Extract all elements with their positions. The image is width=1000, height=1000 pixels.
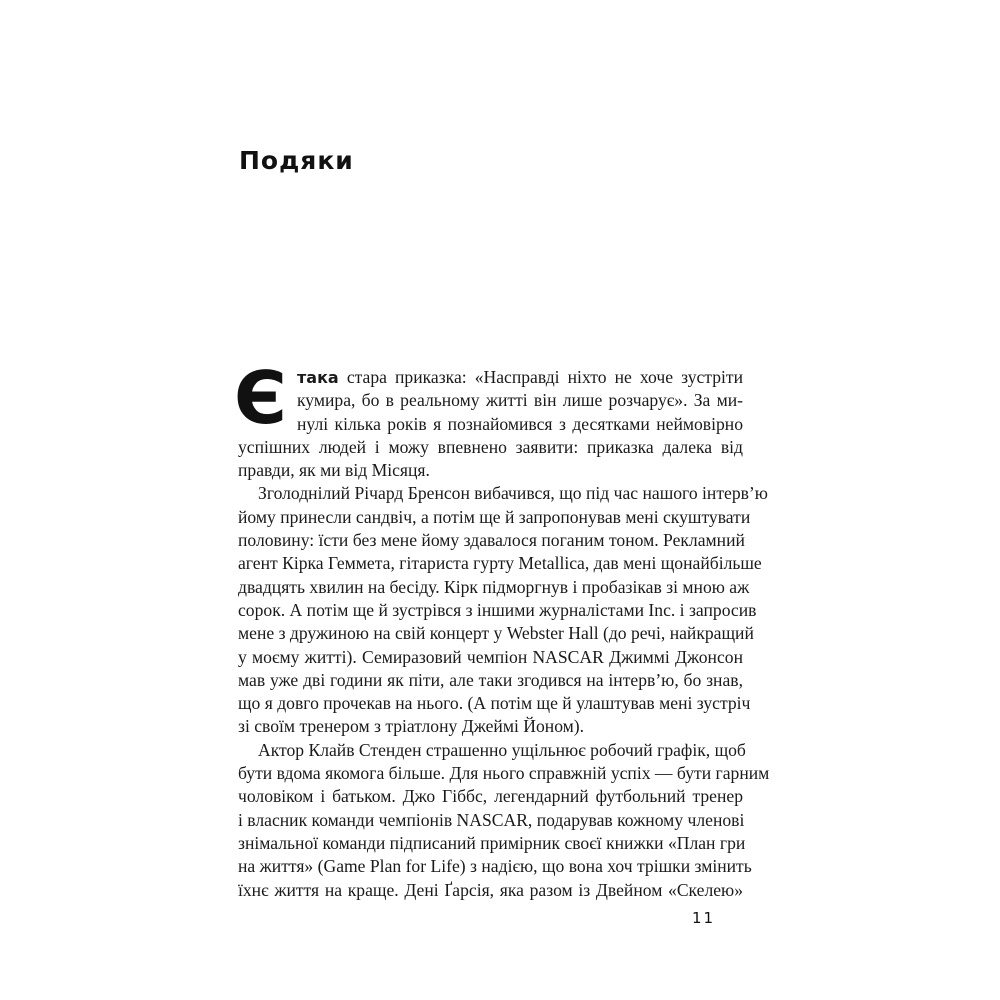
page-number: 11	[692, 909, 716, 927]
paragraph-3	[238, 739, 770, 902]
text-line: зі своїм тренером з тріатлону Джеймі Йоном).	[238, 716, 585, 737]
text-line: що я довго прочекав на нього. (А потім ще й улаштував мені зустріч	[238, 693, 751, 714]
lead-word: така	[297, 368, 339, 387]
text-line: і власник команди чемпіонів NASCAR, подарував кожному членові	[238, 809, 745, 830]
page-title: Подяки	[239, 146, 354, 175]
text-line: їхнє життя на краще. Дені Ґарсія, яка разом із Двейном «Скелею»	[238, 879, 743, 900]
body-text	[234, 356, 770, 902]
text-line: двадцять хвилин на бесіду. Кірк підморгнув і пробазікав зі мною аж	[238, 576, 750, 597]
text-line: успішних людей і можу впевнено заявити: приказка далека від	[238, 436, 743, 457]
paragraph-2	[238, 482, 768, 738]
text-line: сорок. А потім ще й зустрівся з іншими журналістами Inc. і запросив	[238, 599, 757, 620]
text-line	[238, 366, 743, 389]
text-line: кумира, бо в реальному житті він лише розчарує». За ми-	[297, 390, 743, 411]
text-line: Актор Клайв Стенден страшенно ущільнює робочий графік, щоб	[258, 739, 746, 760]
text-line-content: стара приказка: «Насправді ніхто не хоче зустріти	[346, 367, 743, 387]
drop-cap: Є	[234, 356, 287, 440]
text-line: агент Кірка Геммета, гітариста гурту Metallica, дав мені щонайбільше	[238, 553, 762, 574]
text-line: мав уже дві години як піти, але таки згодився на інтерв’ю, бо знав,	[238, 669, 743, 690]
text-line: на життя» (Game Plan for Life) з надією, що вона хоч трішки змінить	[238, 856, 752, 877]
text-line: нулі кілька років я познайомився з десятками неймовірно	[297, 413, 743, 434]
text-line: бути вдома якомога більше. Для нього справжній успіх — бути гарним	[238, 763, 770, 784]
text-line: знімальної команди підписаний примірник своєї книжки «План гри	[238, 832, 746, 853]
text-line: половину: їсти без мене йому здавалося поганим тоном. Рекламний	[238, 530, 745, 551]
text-line: у моєму житті). Семиразовий чемпіон NASCAR Джиммі Джонсон	[238, 646, 743, 667]
text-line: правди, як ми від Місяця.	[238, 460, 430, 481]
text-line: мене з дружиною на свій концерт у Webster Hall (до речі, найкращий	[238, 623, 754, 644]
text-line: Зголоднілий Річард Бренсон вибачився, що під час нашого інтерв’ю	[258, 483, 768, 504]
text-line: йому принесли сандвіч, а потім ще й запропонував мені скуштувати	[238, 506, 751, 527]
text-line: чоловіком і батьком. Джо Гіббс, легендарний футбольний тренер	[238, 786, 743, 807]
